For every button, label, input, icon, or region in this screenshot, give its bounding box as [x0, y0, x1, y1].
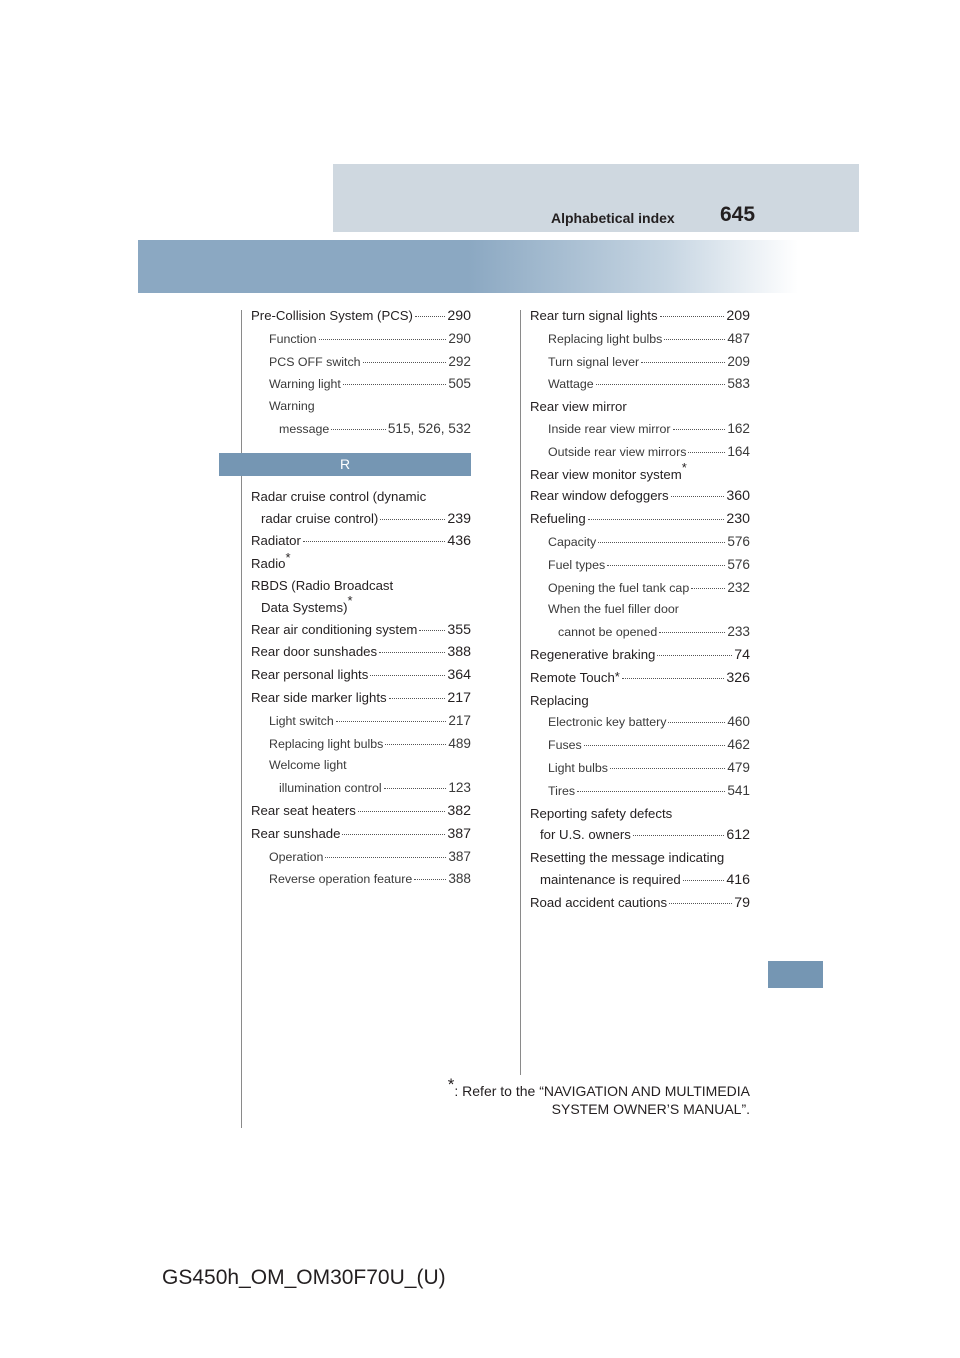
index-entry-text: cannot be opened: [558, 625, 658, 640]
index-entry-text: Rear view monitor system: [530, 466, 682, 482]
index-entry: [530, 460, 750, 486]
dot-leader: [688, 452, 725, 453]
page-reference: 576: [727, 556, 750, 572]
index-entry: [530, 621, 750, 644]
page-reference: 326: [726, 669, 750, 686]
index-entry-text: Resetting the message indicating: [530, 850, 725, 866]
page-reference: 290: [448, 330, 471, 346]
index-entry: [251, 664, 471, 687]
page-reference: 74: [734, 646, 750, 663]
index-column-right: [530, 305, 750, 915]
index-entry-text: Wattage: [548, 377, 594, 392]
chapter-tab: [768, 961, 823, 988]
index-entry-text: message: [279, 421, 330, 436]
index-entry-text: Regenerative braking: [530, 646, 656, 662]
dot-leader: [622, 678, 724, 679]
index-entry-text: Inside rear view mirror: [548, 421, 671, 436]
page-reference: 364: [447, 667, 471, 684]
dot-leader: [657, 655, 732, 656]
dot-leader: [598, 542, 725, 543]
index-entry-text: Radio: [251, 556, 286, 572]
document-code: GS450h_OM_OM30F70U_(U): [162, 1266, 446, 1289]
dot-leader: [669, 903, 732, 904]
dot-leader: [660, 316, 725, 317]
index-entry-text: Function: [269, 331, 317, 346]
dot-leader: [664, 339, 725, 340]
index-entry: [530, 577, 750, 600]
page-reference: 460: [727, 714, 750, 730]
index-entry: [251, 687, 471, 710]
index-entry: [530, 892, 750, 915]
dot-leader: [419, 630, 445, 631]
index-entry-text: When the fuel filler door: [548, 602, 679, 617]
index-entry: [251, 575, 471, 597]
dot-leader: [303, 541, 445, 542]
page-reference: 388: [447, 644, 471, 661]
page-reference: 290: [447, 308, 471, 324]
dot-leader: [379, 652, 445, 653]
dot-leader: [342, 834, 445, 835]
center-rule: [520, 310, 521, 1075]
dot-leader: [691, 588, 725, 589]
index-entry: [530, 441, 750, 464]
index-entry-text: Welcome light: [269, 758, 347, 773]
dot-leader: [607, 565, 725, 566]
index-entry-text: RBDS (Radio Broadcast: [251, 577, 394, 593]
dot-leader: [415, 316, 445, 317]
index-entry-text: Radar cruise control (dynamic: [251, 488, 427, 504]
index-entry-text: Remote Touch: [530, 669, 615, 685]
index-entry: [251, 418, 471, 441]
index-entry: [530, 554, 750, 577]
dot-leader: [336, 721, 447, 722]
index-entry: [530, 644, 750, 667]
index-entry-text: Rear turn signal lights: [530, 308, 658, 323]
dot-leader: [673, 429, 726, 430]
index-entry-text: Rear door sunshades: [251, 644, 378, 660]
page-number: 645: [720, 203, 756, 226]
index-group-r-entries: [251, 486, 471, 891]
footnote-ref-mark: *: [681, 460, 687, 476]
index-entry-text: Outside rear view mirrors: [548, 444, 687, 459]
index-entry-text: Road accident cautions: [530, 894, 668, 910]
dot-leader: [358, 811, 446, 812]
footnote-ref-mark: *: [285, 549, 291, 565]
index-entry-text: maintenance is required: [540, 871, 681, 887]
page-reference: 239: [447, 510, 471, 527]
dot-leader: [588, 519, 725, 520]
dot-leader: [380, 519, 445, 520]
index-entry-text: Rear side marker lights: [251, 689, 387, 705]
index-entry: [530, 711, 750, 734]
index-entry-text: Data Systems): [261, 599, 348, 615]
index-entry-text: Fuses: [548, 738, 582, 753]
dot-leader: [596, 384, 726, 385]
dot-leader: [671, 496, 725, 497]
dot-leader: [584, 745, 726, 746]
index-entry-text: Reverse operation feature: [269, 872, 413, 887]
index-entry-text: Rear personal lights: [251, 667, 369, 683]
page-title: Alphabetical index: [551, 210, 675, 226]
dot-leader: [319, 339, 447, 340]
page-reference: 360: [726, 488, 750, 505]
index-entry-text: Fuel types: [548, 557, 606, 572]
index-entry: [530, 869, 750, 892]
dot-leader: [385, 744, 446, 745]
page-reference: 123: [448, 780, 471, 796]
page-reference: 232: [727, 579, 750, 595]
index-entry-text: illumination control: [279, 781, 382, 796]
index-entry: [251, 823, 471, 846]
page-reference: 479: [727, 759, 750, 775]
left-rule: [241, 310, 242, 1128]
page-reference: 217: [447, 689, 471, 706]
page-reference: 388: [448, 871, 471, 887]
index-entry-text: Turn signal lever: [548, 354, 640, 369]
index-entry-text: Rear window defoggers: [530, 488, 669, 504]
index-entry-text: Light switch: [269, 713, 334, 728]
index-entry-text: Electronic key battery: [548, 715, 667, 730]
index-entry-text: Rear seat heaters: [251, 802, 356, 818]
index-entry: [530, 396, 750, 418]
dot-leader: [370, 675, 445, 676]
dot-leader: [659, 632, 725, 633]
index-entry: [251, 351, 471, 374]
index-entry-text: for U.S. owners: [540, 827, 631, 843]
index-entry-text: Radiator: [251, 533, 301, 549]
index-entry-text: Rear air conditioning system: [251, 621, 418, 637]
page-reference: 209: [727, 353, 750, 369]
dot-leader: [343, 384, 446, 385]
footnote-ref-mark: *: [347, 593, 353, 609]
page-reference: 382: [447, 802, 471, 819]
index-entry: [251, 549, 471, 575]
index-entry: [251, 733, 471, 756]
index-entry: [530, 328, 750, 351]
page-reference: 162: [727, 420, 750, 436]
page-reference: 230: [726, 511, 750, 528]
index-entry: [530, 531, 750, 554]
dot-leader: [325, 857, 446, 858]
index-entry-text: Replacing: [530, 692, 589, 708]
index-entry-text: Light bulbs: [548, 760, 608, 775]
page-reference: 387: [447, 825, 471, 842]
dot-leader: [577, 791, 725, 792]
page-reference: 355: [447, 621, 471, 638]
index-entry: [530, 599, 750, 621]
index-entry: [251, 305, 471, 328]
index-entry-text: Warning: [269, 399, 315, 414]
index-entry-text: Rear sunshade: [251, 825, 341, 841]
index-entry: [251, 328, 471, 351]
index-entry-text: Refueling: [530, 511, 586, 527]
index-entry: [251, 846, 471, 869]
footnote-line-2: SYSTEM OWNER’S MANUAL”.: [551, 1101, 750, 1117]
dot-leader: [668, 722, 725, 723]
index-entry-text: PCS OFF switch: [269, 354, 361, 369]
index-entry: [530, 485, 750, 508]
dot-leader: [331, 429, 386, 430]
index-column-left: [251, 305, 471, 891]
page-reference: 505: [448, 376, 471, 392]
index-entry: [251, 619, 471, 642]
page-reference: 164: [727, 443, 750, 459]
index-entry: [251, 777, 471, 800]
page-reference: 217: [448, 712, 471, 728]
section-header-r: R: [219, 453, 471, 476]
dot-leader: [389, 698, 446, 699]
index-entry: [251, 755, 471, 777]
dot-leader: [384, 788, 447, 789]
page-reference: 79: [734, 894, 750, 911]
index-entry: [251, 710, 471, 733]
index-entry-text: Reporting safety defects: [530, 805, 673, 821]
index-entry: [530, 824, 750, 847]
index-entry-text: Pre-Collision System (PCS): [251, 308, 413, 323]
index-entry-text: Opening the fuel tank cap: [548, 580, 690, 595]
footnote-mark: *: [447, 1075, 455, 1095]
index-entry: [530, 803, 750, 825]
index-entry: [251, 373, 471, 396]
index-entry: [251, 486, 471, 508]
index-entry-text: Rear view mirror: [530, 399, 627, 415]
index-entry: [251, 800, 471, 823]
index-entry: [530, 757, 750, 780]
page-reference: 436: [447, 533, 471, 550]
index-entry: [251, 530, 471, 553]
index-entry: [251, 868, 471, 891]
index-entry: [530, 780, 750, 803]
page-reference: 583: [727, 376, 750, 392]
index-entry: [530, 847, 750, 869]
footnote: [420, 1075, 750, 1118]
index-entry: [530, 305, 750, 328]
footnote-line-1: : Refer to the “NAVIGATION AND MULTIMEDIA: [454, 1083, 750, 1099]
dot-leader: [641, 362, 725, 363]
page-reference: 612: [726, 827, 750, 844]
page-reference: 515, 526, 532: [387, 420, 471, 436]
index-entry: [530, 351, 750, 374]
page-reference: 416: [726, 871, 750, 888]
dot-leader: [683, 880, 725, 881]
dot-leader: [610, 768, 725, 769]
page-reference: 233: [727, 624, 750, 640]
index-entry-text: Capacity: [548, 534, 597, 549]
index-group-r-entries-continued: [530, 305, 750, 915]
page-reference: 487: [727, 330, 750, 346]
index-entry-text: radar cruise control): [261, 510, 379, 526]
page-reference: 387: [448, 848, 471, 864]
index-entry-text: Operation: [269, 849, 324, 864]
index-entry-text: Replacing light bulbs: [269, 736, 384, 751]
index-entry: [251, 641, 471, 664]
index-entry-text: Replacing light bulbs: [548, 331, 663, 346]
page-reference: 541: [727, 782, 750, 798]
dot-leader: [363, 362, 447, 363]
dot-leader: [633, 835, 724, 836]
page-reference: 489: [448, 735, 471, 751]
index-entry: Remote Touch * 326: [530, 667, 750, 690]
index-entry: [530, 373, 750, 396]
index-group-p-entries: [251, 305, 471, 441]
page-reference: 292: [448, 353, 471, 369]
decorative-band: [138, 240, 798, 293]
index-entry-text: Warning light: [269, 377, 341, 392]
index-entry: [530, 734, 750, 757]
index-entry: [251, 593, 471, 619]
page-reference: 462: [727, 737, 750, 753]
index-entry: [530, 690, 750, 712]
index-entry: [530, 418, 750, 441]
page-reference: 576: [727, 533, 750, 549]
index-entry: [251, 508, 471, 531]
dot-leader: [414, 879, 446, 880]
index-entry: [251, 396, 471, 418]
page-reference: 209: [726, 308, 750, 324]
index-entry: [530, 508, 750, 531]
index-entry-text: Tires: [548, 783, 576, 798]
